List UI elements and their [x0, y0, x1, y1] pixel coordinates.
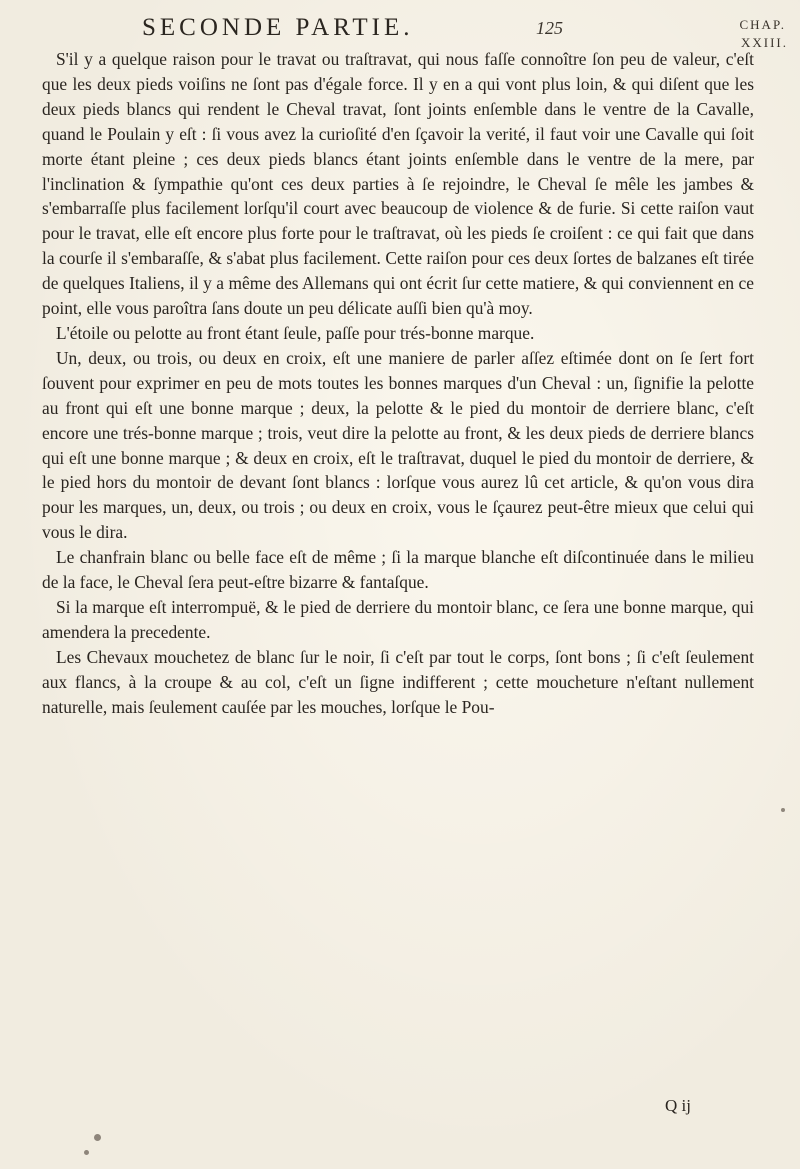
page-number: 125: [536, 18, 563, 38]
paragraph-un-deux-trois: Un, deux, ou trois, ou deux en croix, eſt une maniere de parler aſſez eſtimée dont on ſe ſert fort ſouvent pour exprimer en peu de mots toutes les bonnes marques d'un Cheval : un, ſignifie la pelotte au front qui eſt une bonne marque ; deux, la pelotte & le pied du montoir de derriere blanc, c'eſt encore une trés-bonne marque ; trois, veut dire la pelotte au front, & les deux pieds de derriere blancs qui eſt une bonne marque ; & deux en croix, eſt le traſtravat, duquel le pied du montoir de derriere, & le pied hors du montoir de devant ſont blancs : lorſque vous aurez lû cet article, & qu'on vous dira pour les marques, un, deux, ou trois ; ou deux en croix, vous le ſçaurez peut-être mieux que celui qui vous le dira.: [42, 347, 754, 543]
margin-chapter-number: XXIII.: [740, 35, 788, 50]
paragraph-travat: S'il y a quelque raison pour le travat ou traſtravat, qui nous faſſe connoître ſon peu de valeur, c'eſt que les deux pieds voiſins ne ſont pas d'égale force. Il y en a qui vont plus loin, & qui diſent que les deux pieds blancs qui rendent le Cheval travat, ſont joints enſemble dans le ventre de la Cavalle, quand le Poulain y eſt : ſi vous avez la curioſité d'en ſçavoir la verité, il faut voir une Cavalle qui ſoit morte étant pleine ; ces deux pieds blancs étant joints enſemble dans le ventre de la mere, par l'inclination & ſympathie qu'ont ces deux parties à ſe rejoindre, le Cheval ſe mêle les jambes & s'embarraſſe plus facilement lorſqu'il court avec beaucoup de violence & de furie. Si cette raiſon vaut pour le travat, elle eſt encore plus forte pour le traſtravat, où les pieds ſe croiſent : ce qui fait que dans la courſe il s'embaraſſe, & s'abat plus facilement. Cette raiſon pour ces deux ſortes de balzanes eſt tirée de quelques Italiens, il y a même des Allemans qui ont écrit ſur cette matiere, & qui conviennent en ce point, elle vous paroîtra ſans doute un peu délicate auſſi bien qu'à moy.: [42, 49, 754, 319]
page-body: [42, 47, 754, 719]
paragraph-marque-interrompue: Si la marque eſt interrompuë, & le pied de derriere du montoir blanc, ce ſera une bonne marque, qui amendera la precedente.: [42, 596, 754, 642]
paragraph-etoile: L'étoile ou pelotte au front étant ſeule, paſſe pour trés-bonne marque.: [56, 322, 535, 343]
signature-mark: Q ij: [665, 1096, 691, 1115]
ink-stain: [94, 1134, 101, 1141]
paragraph-chanfrain: Le chanfrain blanc ou belle face eſt de même ; ſi la marque blanche eſt diſcontinuée dans le milieu de la face, le Cheval ſera peut-eſtre bizarre & fantaſque.: [42, 547, 754, 593]
ink-stain: [84, 1150, 89, 1155]
running-head: SECONDE PARTIE.: [142, 14, 414, 41]
ink-stain: [781, 808, 785, 812]
paragraph-mouchetez: Les Chevaux mouchetez de blanc ſur le noir, ſi c'eſt par tout le corps, ſont bons ; ſi c'eſt ſeulement aux flancs, à la croupe & au col, c'eſt un ſigne indifferent ; cette moucheture n'eſtant nullement naturelle, mais ſeulement cauſée par les mouches, lorſque le Pou-: [42, 646, 754, 717]
margin-chapter-label: CHAP.: [739, 17, 786, 32]
